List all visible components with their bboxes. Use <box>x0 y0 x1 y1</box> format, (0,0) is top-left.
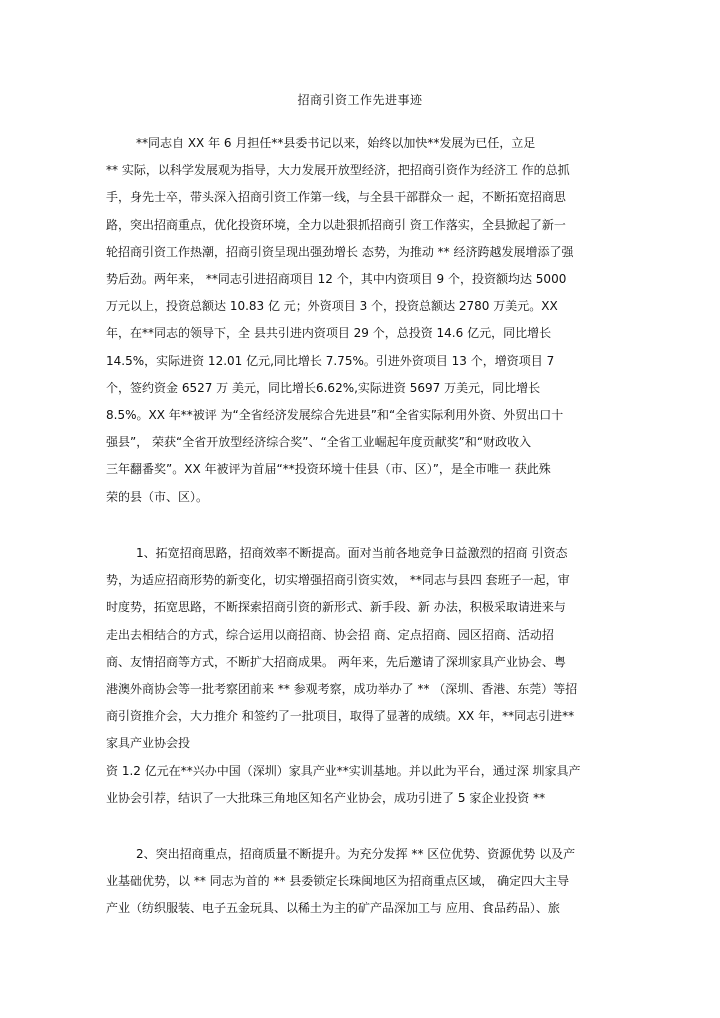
text-line: 荣的县（市、区）。 <box>106 489 209 504</box>
text-line: 14.5%，实际进资 12.01 亿元,同比增长 7.75%。引进外资项目 13 个，增资项目 7 <box>106 353 555 368</box>
text-line: 业协会引荐，结识了一大批珠三角地区知名产业协会，成功引进了 5 家企业投资 ** <box>106 790 546 805</box>
paragraph-intro <box>106 130 606 511</box>
text-line: 万元以上，投资总额达 10.83 亿 元；外资项目 3 个，投资总额达 2780 万美元。XX <box>106 299 558 314</box>
text-line: 8.5%。XX 年**被评 为“全省经济发展综合先进县”和“全省实际利用外资、外贸出口十 <box>106 408 564 423</box>
text-line: 资 1.2 亿元在**兴办中国（深圳）家具产业**实训基地。并以此为平台，通过深 圳家具产 <box>106 763 581 778</box>
text-line: 手，身先士卒，带头深入招商引资工作第一线，与全县干部群众一 起，不断拓宽招商思 <box>106 190 566 205</box>
text-line: 三年翻番奖”。XX 年被评为首届“**投资环境十佳县（市、区）”，是全市唯一 获此殊 <box>106 462 551 477</box>
text-line: 家具产业协会投 <box>106 736 191 751</box>
text-line: 商、友情招商等方式，不断扩大招商成果。 两年来，先后邀请了深圳家具产业协会、粤 <box>106 654 566 669</box>
text-line: 势后劲。两年来， **同志引进招商项目 12 个，其中内资项目 9 个，投资额均达 5000 <box>106 272 567 287</box>
text-line: 产业（纺织服装、电子五金玩具、以稀土为主的矿产品深加工与 应用、食品药品）、旅 <box>106 901 560 916</box>
text-line: 路，突出招商重点，优化投资环境，全力以赴狠抓招商引 资工作落实，全县掀起了新一 <box>106 217 566 232</box>
text-line: 时度势，拓宽思路，不断探索招商引资的新形式、新手段、新 办法，积极采取请进来与 <box>106 600 566 615</box>
text-line: ** 实际，以科学发展观为指导，大力发展开放型经济，把招商引资作为经济工 作的总抓 <box>106 163 570 178</box>
text-line: 轮招商引资工作热潮，招商引资呈现出强劲增长 态势，为推动 ** 经济跨越发展增添了强 <box>106 244 574 259</box>
text-line: 年，在**同志的领导下，全 县共引进内资项目 29 个，总投资 14.6 亿元，同比增长 <box>106 326 552 341</box>
text-line: **同志自 XX 年 6 月担任**县委书记以来，始终以加快**发展为已任，立足 <box>136 136 536 150</box>
text-line: 个，签约资金 6527 万 美元，同比增长6.62%,实际进资 5697 万美元，同比增长 <box>106 380 541 395</box>
text-line: 2、突出招商重点，招商质量不断提升。为充分发挥 ** 区位优势、资源优势 以及产 <box>136 847 576 861</box>
text-line: 港澳外商协会等一批考察团前来 ** 参观考察，成功举办了 ** （深圳、香港、东莞）等招 <box>106 682 578 697</box>
text-line: 1、拓宽招商思路，招商效率不断提高。面对当前各地竞争日益激烈的招商 引资态 <box>136 546 568 560</box>
paragraph-section-2 <box>106 841 606 923</box>
text-line: 商引资推介会，大力推介 和签约了一批项目，取得了显著的成绩。XX 年，**同志引进** <box>106 709 575 724</box>
text-line: 业基础优势，以 ** 同志为首的 ** 县委锁定长珠闽地区为招商重点区域， 确定四大主导 <box>106 874 570 889</box>
text-line: 走出去相结合的方式，综合运用以商招商、协会招 商、定点招商、园区招商、活动招 <box>106 627 554 642</box>
paragraph-section-1 <box>106 540 606 812</box>
text-line: 强县”， 荣获“全省开放型经济综合奖”、“全省工业崛起年度贡献奖”和“财政收入 <box>106 435 532 450</box>
text-line: 势，为适应招商形势的新变化，切实增强招商引资实效， **同志与县四 套班子一起，审 <box>106 573 570 588</box>
document-title: 招商引资工作先进事迹 <box>297 93 423 107</box>
